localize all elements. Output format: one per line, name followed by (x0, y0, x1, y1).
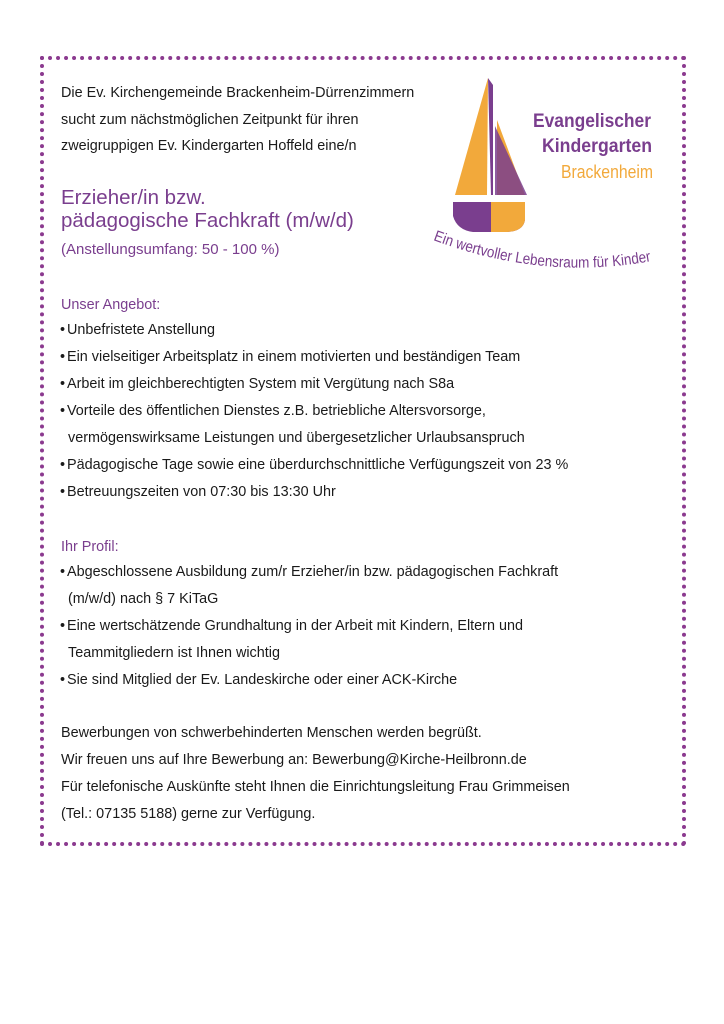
intro-line: zweigruppigen Ev. Kindergarten Hoffeld eine/n (61, 138, 357, 154)
closing-line: Für telefonische Auskünfte steht Ihnen die Einrichtungsleitung Frau Grimmeisen (61, 779, 570, 795)
logo-title-line1: Evangelischer (533, 111, 652, 132)
logo-slogan: Ein wertvoller Lebensraum für Kinder (431, 227, 653, 272)
intro-line: Die Ev. Kirchengemeinde Brackenheim-Dürrenzimmern (61, 85, 415, 101)
closing-line-contact: Wir freuen uns auf Ihre Bewerbung an: Bewerbung@Kirche-Heilbronn.de (61, 752, 527, 768)
logo-purple-sail (488, 78, 493, 195)
intro-line: sucht zum nächstmöglichen Zeitpunkt für ihren (61, 111, 359, 128)
offer-heading: Unser Angebot: (61, 297, 161, 313)
list-item: • Ein vielseitiger Arbeitsplatz in einem motivierten und beständigen Team (60, 349, 521, 365)
logo-purple-sail-small (495, 126, 527, 195)
list-item: • Abgeschlossene Ausbildung zum/r Erzieher/in bzw. pädagogischen Fachkraft (m/w/d) nach § 7 KiTaG (60, 564, 559, 607)
list-item: • Pädagogische Tage sowie eine überdurchschnittliche Verfügungszeit von 23 % (60, 457, 569, 473)
job-scope: (Anstellungsumfang: 50 - 100 %) (61, 241, 280, 258)
intro-text (61, 80, 461, 160)
logo-hull-orange (491, 202, 525, 232)
profile-heading: Ihr Profil: (61, 539, 119, 555)
logo-orange-sail (455, 78, 488, 195)
closing-line: Bewerbungen von schwerbehinderten Menschen werden begrüßt. (61, 725, 482, 741)
kindergarten-logo (425, 70, 665, 285)
closing-text (61, 720, 570, 828)
logo-title-line3: Brackenheim (561, 162, 653, 182)
list-item: • Arbeit im gleichberechtigten System mit Vergütung nach S8a (60, 376, 455, 392)
closing-line: (Tel.: 07135 5188) gerne zur Verfügung. (61, 806, 316, 822)
list-item: • Sie sind Mitglied der Ev. Landeskirche oder einer ACK-Kirche (60, 672, 458, 688)
list-item: • Eine wertschätzende Grundhaltung in der Arbeit mit Kindern, Eltern und Teammitgliedern ist Ihnen wichtig (60, 618, 523, 661)
profile-list (60, 559, 680, 694)
list-item: • Unbefristete Anstellung (60, 322, 215, 338)
job-title (61, 186, 354, 232)
logo-title-line2: Kindergarten (542, 136, 652, 157)
job-title-line2: pädagogische Fachkraft (m/w/d) (61, 209, 354, 232)
list-item: • Vorteile des öffentlichen Dienstes z.B. betriebliche Altersvorsorge, vermögenswirksame Leistungen und übergesetzlicher Urlaubsanspruch (60, 403, 525, 446)
offer-list (60, 317, 680, 506)
list-item: • Betreuungszeiten von 07:30 bis 13:30 Uhr (60, 484, 336, 500)
job-title-line1: Erzieher/in bzw. (61, 186, 206, 209)
